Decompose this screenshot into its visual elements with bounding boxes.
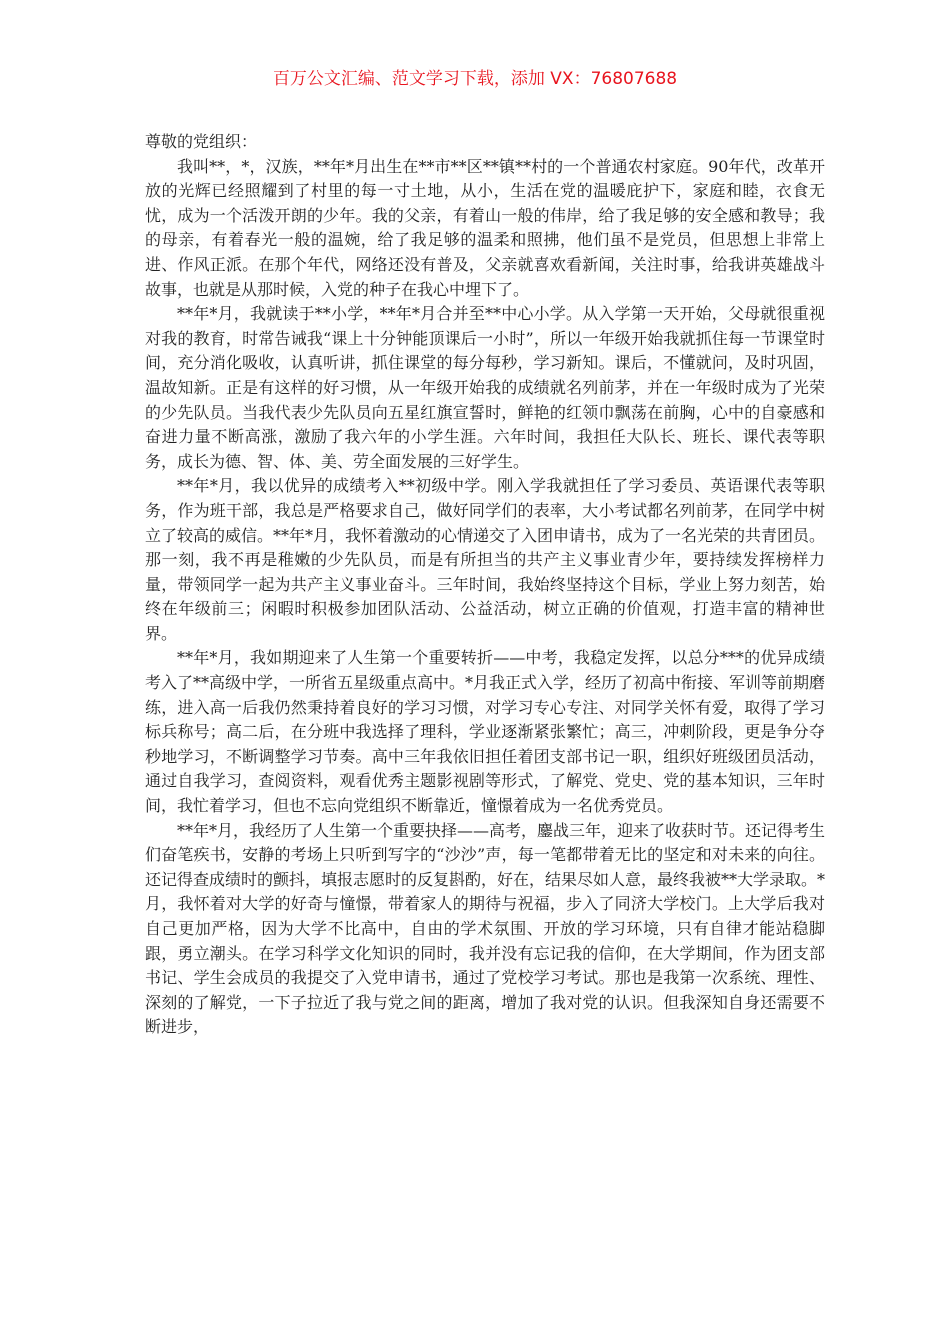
paragraph-2: **年*月，我就读于**小学，**年*月合并至**中心小学。从入学第一天开始，父母就很重视对我的教育，时常告诫我“课上十分钟能顶课后一小时”，所以一年级开始我就抓住每一节课堂时间，充分消化吸收，认真听讲，抓住课堂的每分每秒，学习新知。课后，不懂就问，及时巩固，温故知新。正是有这样的好习惯，从一年级开始我的成绩就名列前茅，并在一年级时成为了光荣的少先队员。当我代表少先队员向五星红旗宣誓时，鲜艳的红领巾飘荡在前胸，心中的自豪感和奋进力量不断高涨，激励了我六年的小学生涯。六年时间，我担任大队长、班长、课代表等职务，成长为德、智、体、美、劳全面发展的三好学生。 xyxy=(145,304,825,471)
salutation: 尊敬的党组织： xyxy=(145,132,258,151)
paragraph-5: **年*月，我经历了人生第一个重要抉择——高考，鏖战三年，迎来了收获时节。还记得考生们奋笔疾书，安静的考场上只听到写字的“沙沙”声，每一笔都带着无比的坚定和对未来的向往。还记得查成绩时的颤抖，填报志愿时的反复斟酌，好在，结果尽如人意，最终我被**大学录取。*月，我怀着对大学的好奇与憧憬，带着家人的期待与祝福，步入了同济大学校门。上大学后我对自己更加严格，因为大学不比高中，自由的学术氛围、开放的学习环境，只有自律才能站稳脚跟，勇立潮头。在学习科学文化知识的同时，我并没有忘记我的信仰，在大学期间，作为团支部书记、学生会成员的我提交了入党申请书，通过了党校学习考试。那也是我第一次系统、理性、深刻的了解党，一下子拉近了我与党之间的距离，增加了我对党的认识。但我深知自身还需要不断进步， xyxy=(145,820,826,1037)
paragraph-1: 我叫**，*，汉族，**年*月出生在**市**区**镇**村的一个普通农村家庭。90年代，改革开放的光辉已经照耀到了村里的每一寸土地，从小，生活在党的温暖庇护下，家庭和睦，衣食无忧，成为一个活泼开朗的少年。我的父亲，有着山一般的伟岸，给了我足够的安全感和教导；我的母亲，有着春光一般的温婉，给了我足够的温柔和照拂，他们虽不是党员，但思想上非常上进、作风正派。在那个年代，网络还没有普及，父亲就喜欢看新闻，关注时事，给我讲英雄战斗故事，也就是从那时候，入党的种子在我心中埋下了。 xyxy=(145,156,825,299)
letter-body xyxy=(145,130,825,1040)
paragraph-4: **年*月，我如期迎来了人生第一个重要转折——中考，我稳定发挥，以总分***的优异成绩考入了**高级中学，一所省五星级重点高中。*月我正式入学，经历了初高中衔接、军训等前期磨练，进入高一后我仍然秉持着良好的学习习惯，对学习专心专注、对同学关怀有爱，取得了学习标兵称号；高二后，在分班中我选择了理科，学业逐渐紧张繁忙；高三，冲刺阶段，更是争分夺秒地学习，不断调整学习节奏。高中三年我依旧担任着团支部书记一职，组织好班级团员活动，通过自我学习，查阅资料，观看优秀主题影视剧等形式，了解党、党史、党的基本知识，三年时间，我忙着学习，但也不忘向党组织不断靠近，憧憬着成为一名优秀党员。 xyxy=(145,648,826,816)
download-banner: 百万公文汇编、范文学习下载，添加 VX：76807688 xyxy=(272,69,678,89)
paragraph-3: **年*月，我以优异的成绩考入**初级中学。刚入学我就担任了学习委员、英语课代表等职务，作为班干部，我总是严格要求自己，做好同学们的表率，大小考试都名列前茅，在同学中树立了较高的威信。**年*月，我怀着激动的心情递交了入团申请书，成为了一名光荣的共青团员。那一刻，我不再是稚嫩的少先队员，而是有所担当的共产主义事业青少年，要持续发挥榜样力量，带领同学一起为共产主义事业奋斗。三年时间，我始终坚持这个目标，学业上努力刻苦，始终在年级前三；闲暇时积极参加团队活动、公益活动，树立正确的价值观，打造丰富的精神世界。 xyxy=(145,476,826,643)
